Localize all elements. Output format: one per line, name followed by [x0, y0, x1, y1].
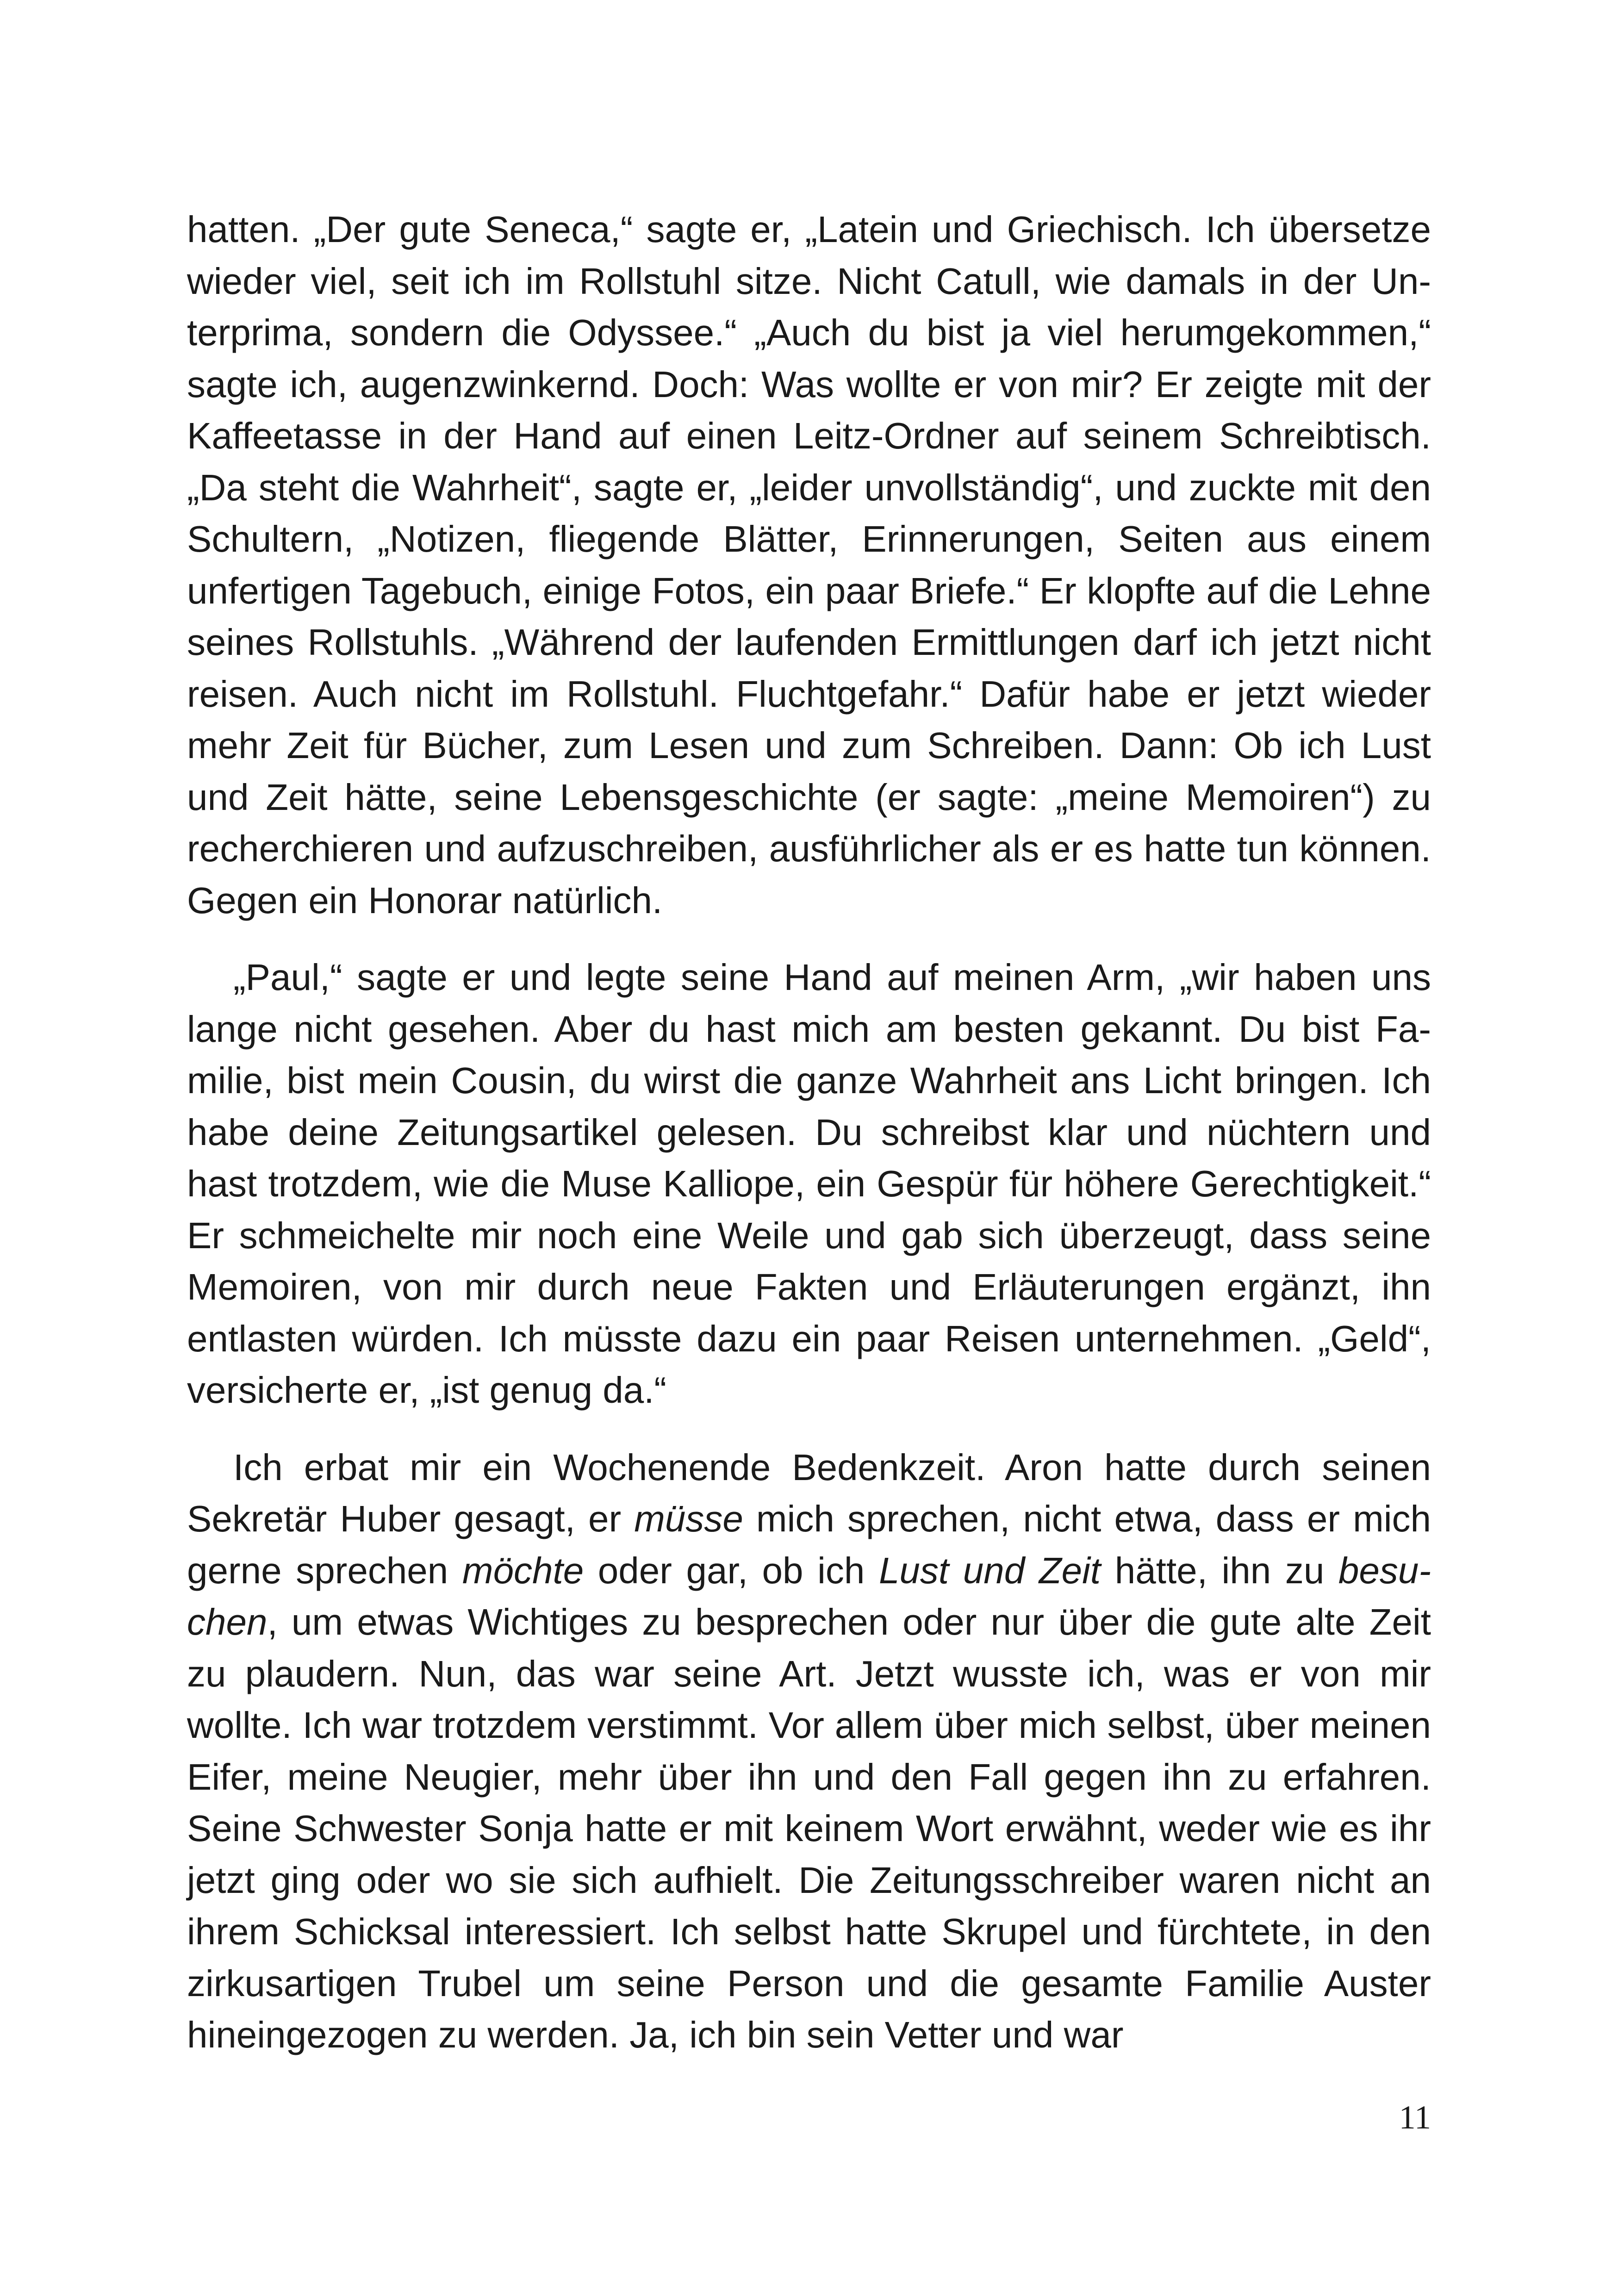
- emphasis-lust-und-zeit: Lust und Zeit: [878, 1549, 1101, 1591]
- emphasis-muesse: müsse: [634, 1498, 743, 1539]
- paragraph-3-text: Ich erbat mir ein Wochenende Bedenkzeit. Aron hatte durch seinen Sekretär Huber gesagt, er: [187, 1446, 1431, 1539]
- body-text: [187, 204, 1431, 2061]
- page-number: 11: [1399, 2099, 1431, 2136]
- paragraph-3-text: hätte, ihn zu: [1101, 1549, 1338, 1591]
- paragraph-1: [187, 204, 1431, 926]
- paragraph-3-text: mich sprechen, nicht etwa, dass er mich gerne sprechen: [187, 1498, 1431, 1591]
- paragraph-3: [187, 1442, 1431, 2061]
- emphasis-moechte: möchte: [462, 1549, 584, 1591]
- paragraph-3-text: , um etwas Wichtiges zu besprechen oder nur über die gute alte Zeit zu plaudern. Nun, das war seine Art. Jetzt wusste ich, was er von mir wollte. Ich war trotzdem verstimmt. Vor allem über mich selbst, über meinen Eifer, meine Neugier, mehr über ihn und den Fall gegen ihn zu erfahren. Seine Schwester Sonja hatte er mit keinem Wort erwähnt, weder wie es ihr jetzt ging oder wo sie sich aufhielt. Die Zeitungsschreiber waren nicht an ihrem Schicksal interessiert. Ich selbst hatte Skrupel und fürchtete, in den zirkusartigen Trubel um seine Person und die gesamte Familie Auster hineingezogen zu werden. Ja, ich bin sein Vetter und war: [187, 1601, 1431, 2055]
- paragraph-1-text: hatten. „Der gute Seneca,“ sagte er, „Latein und Griechisch. Ich übersetze wieder viel, seit ich im Rollstuhl sitze. Nicht Catull, wie damals in der Unterprima, sondern die Odyssee.“ „Auch du bist ja viel herumgekommen,“ sagte ich, augenzwinkernd. Doch: Was wollte er von mir? Er zeigte mit der Kaffeetasse in der Hand auf einen Leitz-Ordner auf seinem Schreibtisch. „Da steht die Wahrheit“, sagte er, „leider unvollständig“, und zuckte mit den Schultern, „Notizen, fliegende Blätter, Erinnerungen, Seiten aus einem unfertigen Tagebuch, einige Fotos, ein paar Briefe.“ Er klopfte auf die Lehne seines Rollstuhls. „Während der laufenden Ermittlungen darf ich jetzt nicht reisen. Auch nicht im Rollstuhl. Fluchtgefahr.“ Dafür habe er jetzt wieder mehr Zeit für Bücher, zum Lesen und zum Schreiben. Dann: Ob ich Lust und Zeit hätte, seine Lebensgeschichte (er sagte: „meine Memoiren“) zu recherchieren und aufzuschreiben, ausführlicher als er es hatte tun können. Gegen ein Honorar natürlich.: [187, 209, 1431, 921]
- paragraph-2: [187, 952, 1431, 1416]
- paragraph-3-text: oder gar, ob ich: [584, 1549, 879, 1591]
- emphasis-besuchen: besuchen: [187, 1549, 1431, 1643]
- paragraph-2-text: „Paul,“ sagte er und legte seine Hand auf meinen Arm, „wir haben uns lange nicht gesehen. Aber du hast mich am besten gekannt. Du bist Familie, bist mein Cousin, du wirst die ganze Wahrheit ans Licht bringen. Ich habe deine Zeitungsartikel gelesen. Du schreibst klar und nüchtern und hast trotzdem, wie die Muse Kalliope, ein Gespür für höhere Gerechtigkeit.“ Er schmeichelte mir noch eine Weile und gab sich überzeugt, dass seine Memoiren, von mir durch neue Fakten und Erläuterungen ergänzt, ihn entlasten würden. Ich müsste dazu ein paar Reisen unternehmen. „Geld“, versicherte er, „ist genug da.“: [187, 957, 1431, 1411]
